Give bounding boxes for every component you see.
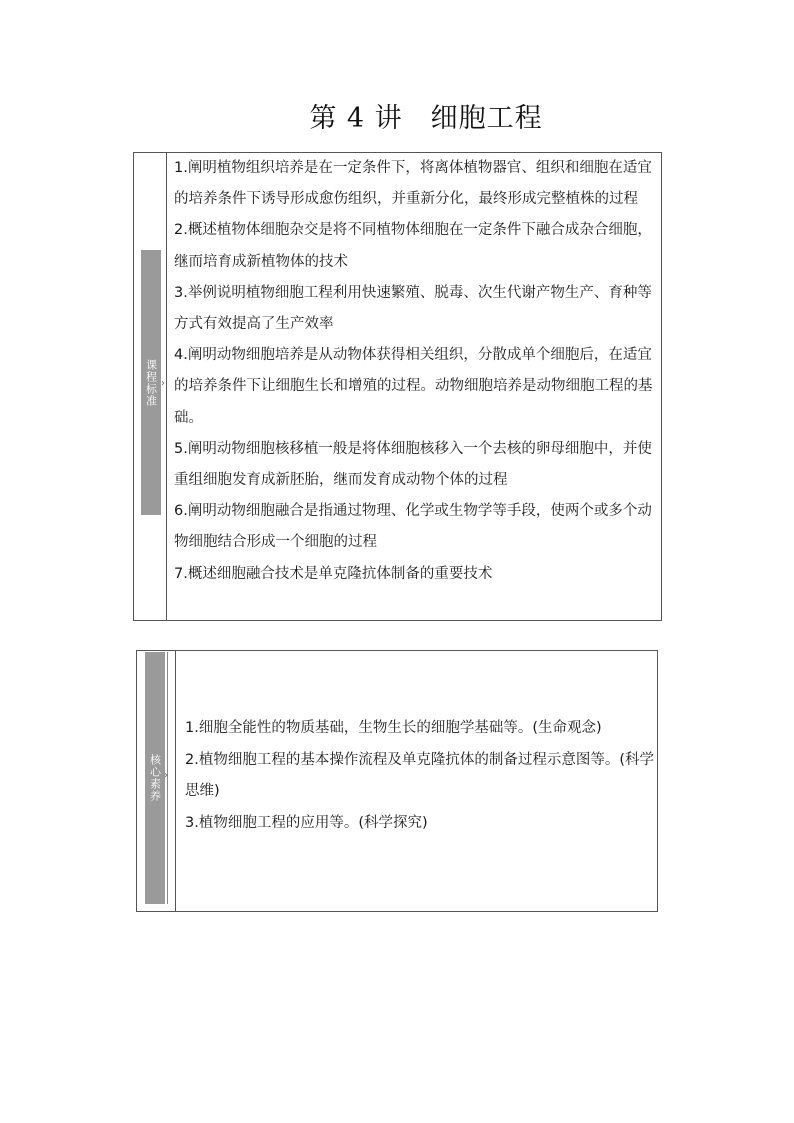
curriculum-standards-list bbox=[174, 153, 659, 590]
core-literacy-item-1: 1.细胞全能性的物质基础，生物生长的细胞学基础等。(生命观念) bbox=[185, 720, 602, 736]
core-literacy-box bbox=[136, 650, 658, 912]
chevron-right-icon: › bbox=[164, 770, 168, 781]
page-title: 第 4 讲 细胞工程 bbox=[309, 103, 543, 134]
curriculum-item-2: 2.概述植物体细胞杂交是将不同植物体细胞在一定条件下融合成杂合细胞，继而培育成新植物体的技术 bbox=[174, 222, 652, 270]
column-divider bbox=[166, 153, 167, 620]
curriculum-standards-label bbox=[141, 250, 161, 515]
curriculum-item-1: 1.阐明植物组织培养是在一定条件下，将离体植物器官、组织和细胞在适宜的培养条件下诱导形成愈伤组织，并重新分化，最终形成完整植株的过程 bbox=[174, 160, 652, 208]
core-literacy-item-3: 3.植物细胞工程的应用等。(科学探究) bbox=[185, 814, 428, 831]
curriculum-item-4: 4.阐明动物细胞培养是从动物体获得相关组织，分散成单个细胞后，在适宜的培养条件下让细胞生长和增殖的过程。动物细胞培养是动物细胞工程的基础。 bbox=[174, 347, 653, 426]
core-literacy-list bbox=[185, 713, 655, 839]
curriculum-standards-box bbox=[133, 152, 662, 621]
chevron-right-icon: › bbox=[161, 378, 165, 389]
core-literacy-item-2: 2.植物细胞工程的基本操作流程及单克隆抗体的制备过程示意图等。(科学思维) bbox=[185, 751, 654, 799]
curriculum-item-5: 5.阐明动物细胞核移植一般是将体细胞核移入一个去核的卵母细胞中，并使重组细胞发育成新胚胎，继而发育成动物个体的过程 bbox=[174, 440, 652, 489]
curriculum-standards-label-text: 课程标准 bbox=[144, 358, 158, 407]
core-literacy-label-text: 核心素养 bbox=[148, 754, 162, 802]
curriculum-item-3: 3.举例说明植物细胞工程利用快速繁殖、脱毒、次生代谢产物生产、育种等方式有效提高了生产效率 bbox=[174, 284, 652, 333]
curriculum-item-7: 7.概述细胞融合技术是单克隆抗体制备的重要技术 bbox=[174, 565, 493, 582]
core-literacy-label bbox=[145, 652, 165, 904]
column-divider bbox=[175, 651, 176, 911]
curriculum-item-6: 6.阐明动物细胞融合是指通过物理、化学或生物学等手段，使两个或多个动物细胞结合形成一个细胞的过程 bbox=[174, 503, 652, 551]
